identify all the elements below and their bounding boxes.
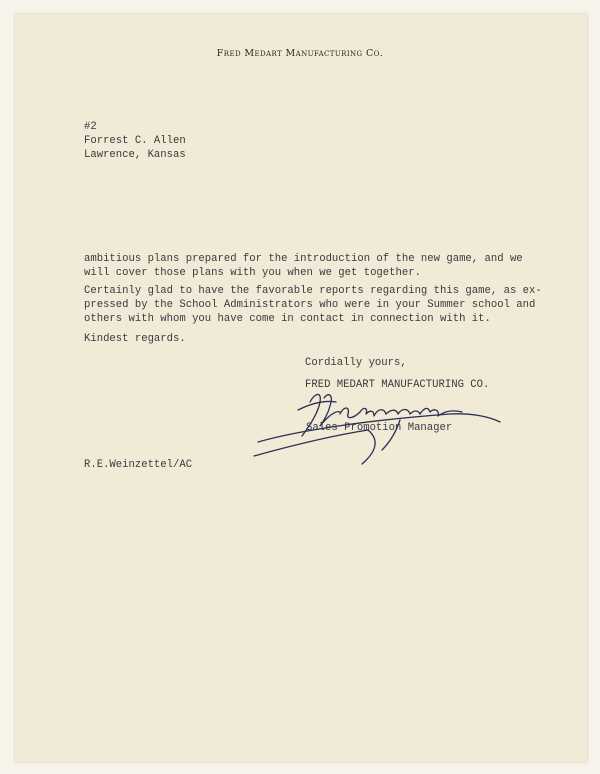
body-line: Certainly glad to have the favorable reports regarding this game, as ex- xyxy=(84,285,542,297)
recipient-city: Lawrence, Kansas xyxy=(84,149,186,161)
handwritten-signature xyxy=(250,380,510,470)
recipient-name: Forrest C. Allen xyxy=(84,135,186,147)
closing-title: Sales Promotion Manager xyxy=(306,422,453,434)
page-number: #2 xyxy=(84,121,97,133)
body-line: pressed by the School Administrators who were in your Summer school and xyxy=(84,299,536,311)
body-line: others with whom you have come in contact in connection with it. xyxy=(84,313,491,325)
closing-company: FRED MEDART MANUFACTURING CO. xyxy=(305,379,490,391)
typist-initials: R.E.Weinzettel/AC xyxy=(84,459,193,471)
body-line: ambitious plans prepared for the introduction of the new game, and we xyxy=(84,253,523,265)
letterhead: Fred Medart Manufacturing Co. xyxy=(216,48,384,59)
body-line: will cover those plans with you when we get together. xyxy=(84,267,421,279)
closing-salutation: Cordially yours, xyxy=(305,357,407,369)
body-line: Kindest regards. xyxy=(84,333,186,345)
